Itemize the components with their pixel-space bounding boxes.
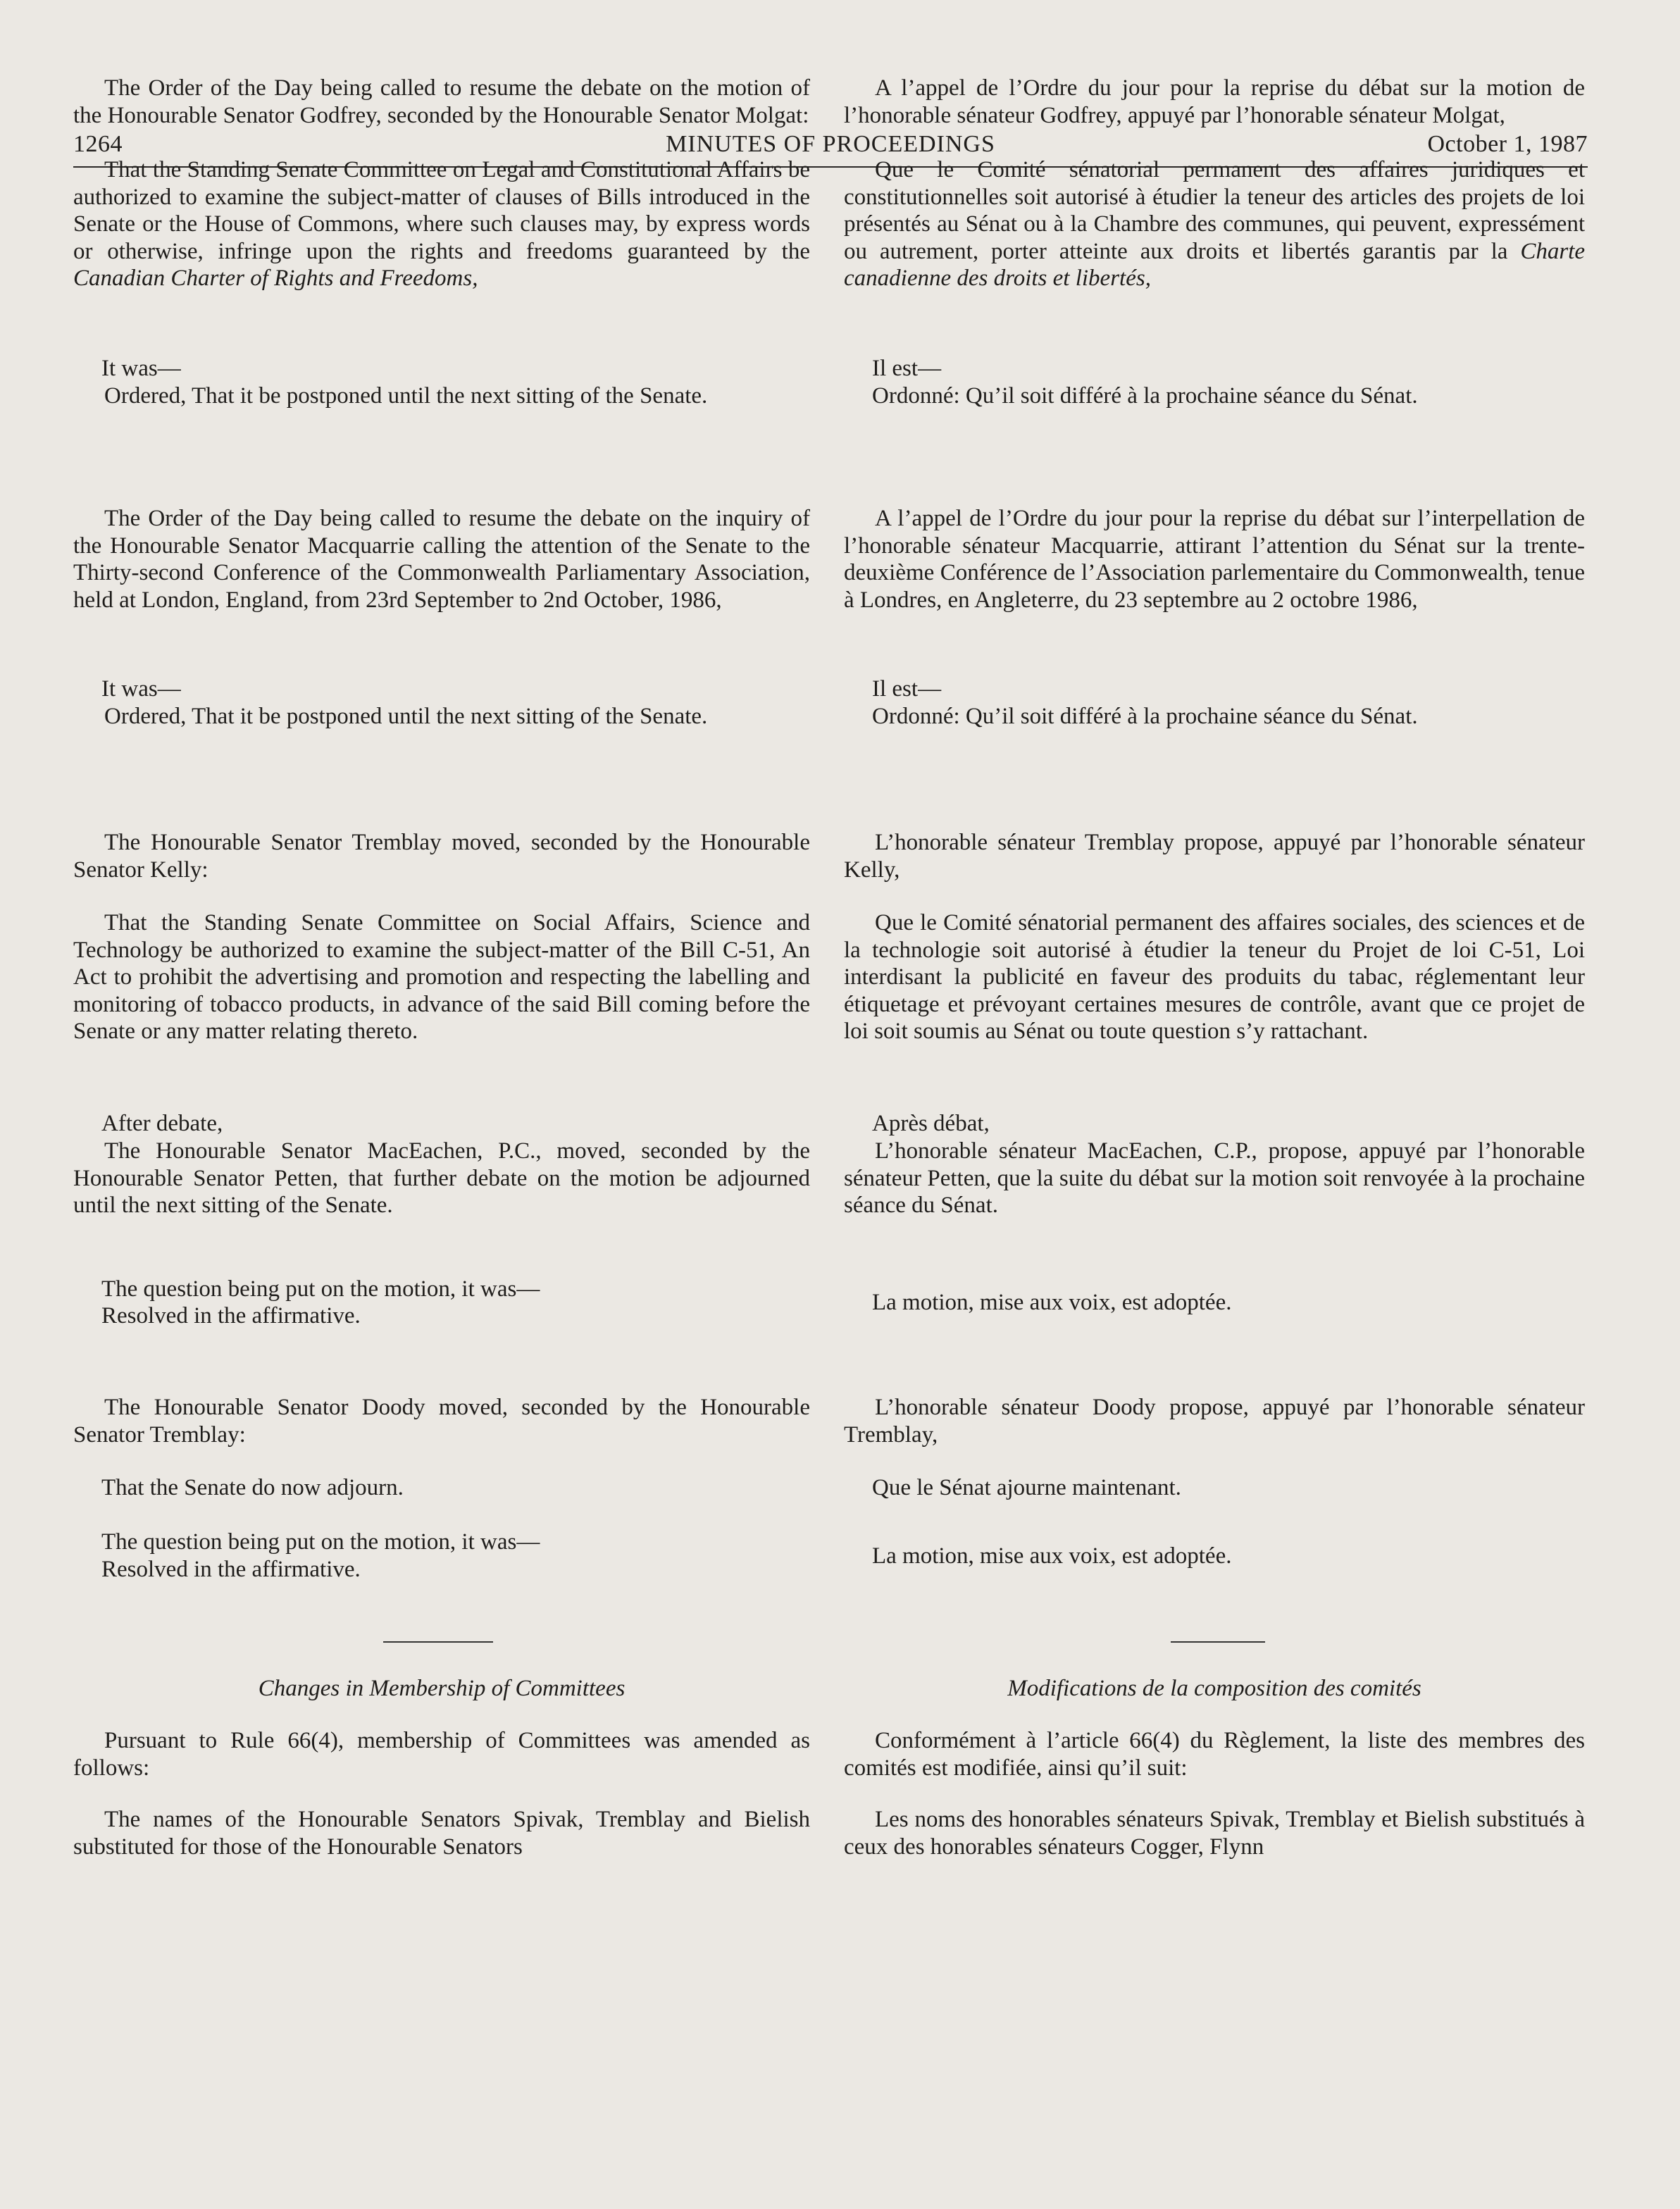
after-debate: After debate, — [101, 1111, 223, 1136]
paragraph: L’honorable sénateur MacEachen, C.P., propose, appuyé par l’honorable sénateur Petten, que la suite du débat sur la motion soit renvoyée à la prochaine séance du Sénat. — [844, 1138, 1585, 1218]
paragraph: Conformément à l’article 66(4) du Règlement, la liste des membres des comités est modifiée, ainsi qu’il suit: — [844, 1728, 1585, 1781]
charte-title: Charte canadienne des droits et libertés, — [844, 238, 1585, 291]
paragraph: L’honorable sénateur Doody propose, appuyé par l’honorable sénateur Tremblay, — [844, 1395, 1585, 1448]
il-est: Il est— — [872, 676, 942, 702]
paragraph: The names of the Honourable Senators Spivak, Tremblay and Bielish substituted for those of the Honourable Senators — [73, 1807, 810, 1860]
paragraph: Que le Sénat ajourne maintenant. — [872, 1475, 1181, 1500]
paragraph: That the Senate do now adjourn. — [101, 1475, 404, 1500]
paragraph: Que le Comité sénatorial permanent des affaires sociales, des sciences et de la technologie soit autorisé à étudier la teneur du Projet de loi C-51, Loi interdisant la publicité en faveur des produits du tabac, réglementant leur étiquetage et prévoyant certaines mesures de contrôle, avant que ce projet de loi soit soumis au Sénat ou toute question s’y rattachant. — [844, 910, 1585, 1044]
question-line: The question being put on the motion, it was— — [101, 1276, 540, 1302]
paragraph: The Honourable Senator Doody moved, seconded by the Honourable Senator Tremblay: — [73, 1395, 810, 1448]
it-was: It was— — [101, 356, 181, 381]
paragraph: The Order of the Day being called to resume the debate on the inquiry of the Honourable Senator Macquarrie calling the attention of the Senate to the Thirty-second Conference of the Commonwealth Parliamentary Association, held at London, England, from 23rd September to 2nd October, 1986, — [73, 506, 810, 613]
question-line: The question being put on the motion, it was— — [101, 1529, 540, 1555]
section-heading: Changes in Membership of Committees — [258, 1676, 626, 1701]
motion-line: La motion, mise aux voix, est adoptée. — [872, 1543, 1232, 1569]
il-est: Il est— — [872, 356, 942, 381]
ordonne-line: Ordonné: Qu’il soit différé à la prochaine séance du Sénat. — [872, 383, 1418, 409]
paragraph: The Honourable Senator Tremblay moved, seconded by the Honourable Senator Kelly: — [73, 830, 810, 883]
paragraph: L’honorable sénateur Tremblay propose, appuyé par l’honorable sénateur Kelly, — [844, 830, 1585, 883]
paragraph: The Honourable Senator MacEachen, P.C., moved, seconded by the Honourable Senator Petten, that further debate on the motion be adjourned until the next sitting of the Senate. — [73, 1138, 810, 1218]
resolved-line: Resolved in the affirmative. — [101, 1303, 361, 1328]
section-heading: Modifications de la composition des comités — [1007, 1676, 1421, 1701]
paragraph: That the Standing Senate Committee on Social Affairs, Science and Technology be authorized to examine the subject-matter of the Bill C-51, An Act to prohibit the advertising and promotion and respecting the labelling and monitoring of tobacco products, in advance of the said Bill coming before the Senate or any matter relating thereto. — [73, 910, 810, 1044]
ordered-paragraph: Ordered, That it be postponed until the next sitting of the Senate. — [104, 704, 708, 729]
page-number: 1264 — [73, 131, 123, 157]
it-was: It was— — [101, 676, 181, 702]
section-separator — [383, 1641, 493, 1643]
apres-debat: Après débat, — [872, 1111, 990, 1136]
paragraph: Pursuant to Rule 66(4), membership of Committees was amended as follows: — [73, 1728, 810, 1781]
ordonne-line: Ordonné: Qu’il soit différé à la prochaine séance du Sénat. — [872, 704, 1418, 729]
paragraph: A l’appel de l’Ordre du jour pour la reprise du débat sur la motion de l’honorable sénateur Godfrey, appuyé par l’honorable sénateur Molgat, — [844, 75, 1585, 128]
charter-title: Canadian Charter of Rights and Freedoms, — [73, 266, 478, 291]
resolved-line: Resolved in the affirmative. — [101, 1557, 361, 1582]
running-title: MINUTES OF PROCEEDINGS — [666, 131, 995, 157]
ordered-paragraph: Ordered, That it be postponed until the next sitting of the Senate. — [104, 383, 708, 409]
section-separator — [1171, 1641, 1265, 1643]
paragraph: The Order of the Day being called to resume the debate on the motion of the Honourable Senator Godfrey, seconded by the Honourable Senator Molgat: — [73, 75, 810, 128]
paragraph: Les noms des honorables sénateurs Spivak, Tremblay et Bielish substitués à ceux des honorables sénateurs Cogger, Flynn — [844, 1807, 1585, 1860]
motion-line: La motion, mise aux voix, est adoptée. — [872, 1290, 1232, 1315]
paragraph: Que le Comité sénatorial permanent des affaires juridiques et constitutionnelles soit autorisé à étudier la teneur des articles des projets de loi présentés au Sénat ou à la Chambre des communes, qui peuvent, expressément ou autrement, porter atteinte aux droits et libertés garantis par la Charte canadienne des droits et libertés, — [844, 157, 1585, 291]
paragraph: A l’appel de l’Ordre du jour pour la reprise du débat sur l’interpellation de l’honorable sénateur Macquarrie, attirant l’attention du Sénat sur la trente- deuxième Conférence de l’Association parlementaire du Commonwealth, tenue à Londres, en Angleterre, du 23 septembre au 2 octobre 1986, — [844, 506, 1585, 613]
header-date: October 1, 1987 — [1427, 131, 1588, 157]
paragraph: That the Standing Senate Committee on Legal and Constitutional Affairs be authorized to examine the subject-matter of clauses of Bills introduced in the Senate or the House of Commons, where such clauses may, by express words or otherwise, infringe upon the rights and freedoms guaranteed by the Canadian Charter of Rights and Freedoms, — [73, 157, 810, 291]
